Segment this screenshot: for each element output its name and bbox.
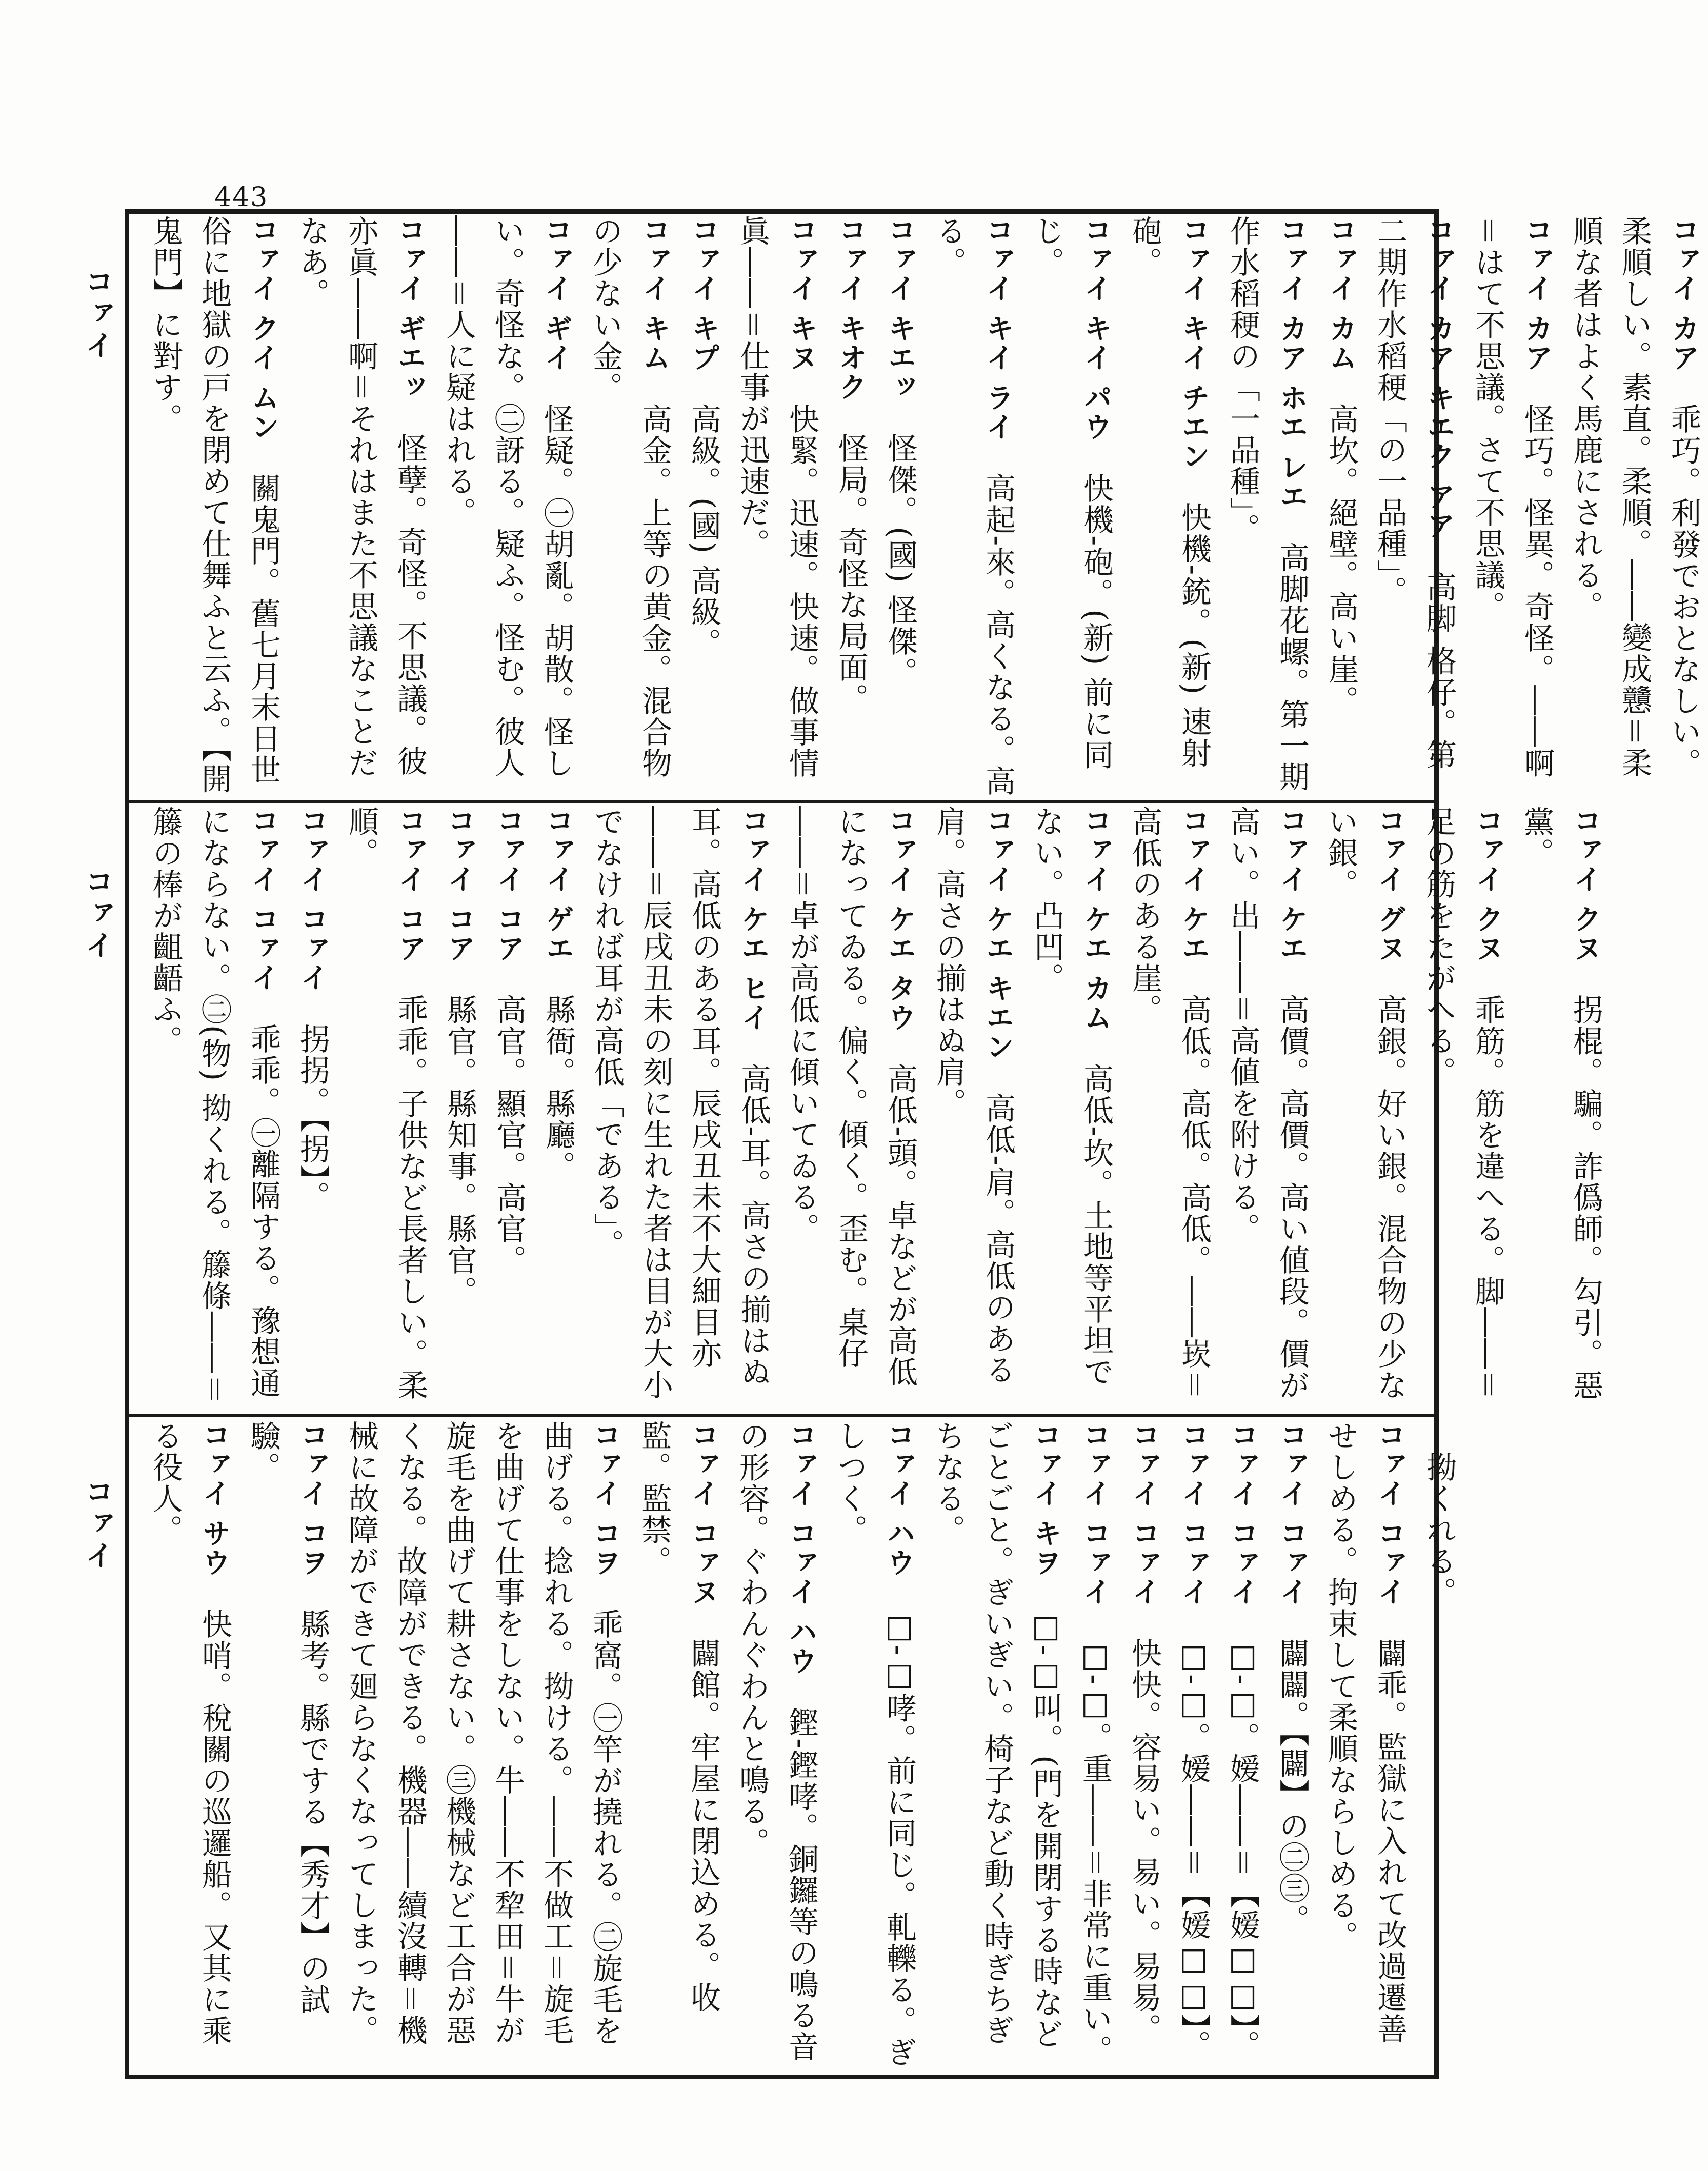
entry-definition: 闢闢。【闢】の㊁㊂。 bbox=[1274, 1638, 1310, 1936]
section-label: コァイ bbox=[81, 867, 114, 962]
section-label: コァイ bbox=[81, 267, 114, 362]
entry-definition: □-□。嫒――＝【嫒□□】。 bbox=[1225, 1638, 1260, 2061]
page-number: 443 bbox=[214, 182, 269, 213]
entry-definition: 快快。容易い。易い。易易。 bbox=[1127, 1638, 1162, 2045]
entry-headword: コァイ コァヌ bbox=[687, 1420, 719, 1607]
dictionary-entry bbox=[1120, 215, 1218, 797]
entry-definition: 拐拐。【拐】。 bbox=[295, 1023, 330, 1213]
dictionary-entry bbox=[288, 806, 337, 1411]
dictionary-entry bbox=[925, 215, 1022, 797]
dictionary-entry bbox=[1463, 215, 1561, 797]
entry-definition: 高官。顯官。高官。 bbox=[491, 994, 527, 1276]
entry-headword: コァイ カア キエク アア bbox=[1422, 215, 1455, 540]
entry-definition: 關鬼門。舊七月末日世俗に地獄の戸を閉めて仕舞ふと云ふ。【開鬼門】に對す。 bbox=[148, 215, 281, 795]
dictionary-entry bbox=[1169, 1420, 1218, 2074]
entry-definition: 高坎。絕壁。高い崖。 bbox=[1323, 404, 1359, 717]
entry-headword: コァイ ギイ bbox=[540, 215, 573, 373]
entry-headword: コァイ ケエ カム bbox=[1079, 806, 1112, 1033]
dictionary-entry bbox=[1316, 215, 1365, 797]
entry-headword: コァイ ケエ ヒイ bbox=[737, 806, 770, 1033]
entry-headword: コァイ コァイ bbox=[1226, 1420, 1259, 1607]
dictionary-entry bbox=[630, 1420, 728, 2074]
entry-headword: コァイ カア bbox=[1520, 215, 1553, 373]
entry-definition: 高級。(國) 高級。 bbox=[686, 404, 721, 659]
dictionary-entry bbox=[1022, 215, 1120, 797]
entry-definition: 快哨。稅關の巡邏船。又其に乘る役人。 bbox=[148, 1420, 232, 2047]
entry-definition: 高價。高價。高い値段。價が高い。出――＝高値を附ける。 bbox=[1225, 806, 1310, 1401]
entry-definition: 拐棍。騙。詐僞師。勾引。惡黨。 bbox=[1519, 806, 1603, 1401]
entry-headword: コァイ コァイ bbox=[296, 806, 329, 993]
entry-headword: コァイ キム bbox=[638, 215, 671, 373]
section-divider bbox=[125, 1414, 1439, 1417]
entry-headword: コァイ ケエ bbox=[1275, 806, 1308, 963]
entry-headword: コァイ クヌ bbox=[1569, 806, 1602, 963]
entry-definition: 縣考。縣でする【秀才】の試驗。 bbox=[246, 1420, 330, 2016]
entry-headword: コァイ キヌ bbox=[785, 215, 818, 373]
dictionary-entry bbox=[141, 215, 288, 797]
entry-headword: コァイ コア bbox=[394, 806, 427, 963]
dictionary-entry bbox=[728, 1420, 826, 2074]
entry-definition: □-□。嫒――＝【嫒□□】。 bbox=[1176, 1638, 1211, 2061]
entry-headword: コァイ ハウ bbox=[882, 1420, 915, 1578]
entry-headword: コァイ キエッ bbox=[883, 215, 916, 402]
entry-definition: 高低-坎。土地等平坦でない。凸凹。 bbox=[1029, 806, 1114, 1388]
entry-definition: 高金。上等の黄金。混合物の少ない金。 bbox=[588, 215, 672, 779]
entry-headword: コァイ カア bbox=[1667, 215, 1700, 373]
entry-definition: □-□叫。(門を開閉する時などごとごと。ぎいぎい。椅子など動く時ぎちぎちなる。 bbox=[930, 1420, 1063, 2050]
dictionary-entry bbox=[1365, 215, 1463, 797]
entry-headword: コァイ コァイ bbox=[1177, 1420, 1210, 1607]
entry-headword: コァイ ケエ タウ bbox=[883, 806, 916, 1033]
entry-headword: コァイ カア ホエ レエ bbox=[1275, 215, 1308, 511]
entry-definition: 快緊。迅速。快速。做事情眞――＝仕事が迅速だ。 bbox=[735, 215, 819, 779]
entry-definition: 高低-肩。高低のある肩。高さの揃はぬ肩。 bbox=[931, 806, 1016, 1386]
dictionary-entry bbox=[826, 1420, 923, 2074]
entry-headword: コァイ ゲエ bbox=[541, 806, 574, 963]
dictionary-entry bbox=[875, 215, 925, 797]
entry-headword: コァイ キオク bbox=[834, 215, 867, 402]
entry-definition: 高脚花螺。第一期作水稻稉の「一品種」。 bbox=[1225, 215, 1310, 793]
dictionary-entry bbox=[1414, 1420, 1463, 2074]
entry-definition: 快機-砲。(新) 前に同じ。 bbox=[1029, 215, 1114, 771]
dictionary-section bbox=[141, 806, 1603, 1411]
entry-headword: コァイ キイ パウ bbox=[1079, 215, 1112, 442]
entry-definition: 怪傑。(國) 怪傑。 bbox=[882, 433, 918, 688]
dictionary-entry bbox=[778, 806, 925, 1411]
dictionary-entry bbox=[533, 806, 582, 1411]
section-label: コァイ bbox=[81, 1477, 114, 1572]
entry-definition: 乖巧。利發でおとなしい。柔順しい。素直。柔順。――變成戇＝柔順な者はよく馬鹿にされる。 bbox=[1568, 215, 1701, 779]
entry-definition: 乖乖。㊀離隔する。豫想通にならない。㊁(物) 拗くれる。籐條――＝籐の棒が齟齬ふ。 bbox=[148, 806, 281, 1405]
dictionary-entry bbox=[728, 215, 826, 797]
dictionary-section bbox=[141, 215, 1701, 797]
entry-list bbox=[141, 215, 1708, 797]
dictionary-entry bbox=[923, 1420, 1070, 2074]
entry-definition: 乖窩。㊀竿が撓れる。㊁旋毛を曲げる。捻れる。拗ける。――不做工＝旋毛を曲げて仕事をしない。牛――不犂田＝牛が旋毛を曲げて耕さない。㊂機械など工合が惡くなる。故障ができる。機器――續沒轉＝機械に故障ができて廻らなくなってしまった。 bbox=[344, 1420, 623, 2047]
dictionary-entry bbox=[1316, 1420, 1414, 2074]
entry-headword: コァイ クイ ムン bbox=[247, 215, 279, 442]
dictionary-entry bbox=[1119, 1420, 1169, 2074]
entry-headword: コァイ コア bbox=[443, 806, 476, 963]
dictionary-entry bbox=[1218, 806, 1316, 1411]
entry-headword: コァイ コヲ bbox=[589, 1420, 621, 1578]
entry-list bbox=[141, 806, 1610, 1411]
entry-headword: コァイ キイ ライ bbox=[981, 215, 1014, 442]
entry-definition: 怪疑。㊀胡亂。胡散。怪しい。奇怪な。㊁訝る。疑ふ。怪む。彼人――＝人に疑はれる。 bbox=[441, 215, 574, 779]
dictionary-entry bbox=[141, 1420, 239, 2074]
entry-definition: 闢館。牢屋に閉込める。收監。監禁。 bbox=[636, 1420, 721, 2014]
dictionary-entry bbox=[288, 215, 434, 797]
entry-headword: コァイ カム bbox=[1324, 215, 1357, 373]
entry-headword: コァイ クヌ bbox=[1471, 806, 1504, 963]
entry-list bbox=[141, 1420, 1463, 2074]
dictionary-entry bbox=[1218, 1420, 1267, 2074]
dictionary-entry bbox=[337, 1420, 630, 2074]
dictionary-entry bbox=[1267, 1420, 1316, 2074]
entry-headword: コァイ コヲ bbox=[296, 1420, 329, 1578]
entry-headword: コァイ サウ bbox=[198, 1420, 231, 1578]
dictionary-entry bbox=[1120, 806, 1218, 1411]
dictionary-entry bbox=[581, 215, 679, 797]
entry-headword: コァイ ギエッ bbox=[393, 215, 426, 402]
entry-definition: □-□哮。前に同じ。軋轢る。ぎしつく。 bbox=[832, 1420, 917, 2068]
entry-definition: 高銀。好い銀。混合物の少ない銀。 bbox=[1323, 806, 1408, 1401]
entry-definition: 縣衙。縣廳。 bbox=[540, 994, 576, 1182]
entry-headword: コァイ コァイ ハウ bbox=[785, 1420, 817, 1676]
entry-headword: コァイ コァイ bbox=[1373, 1420, 1406, 1607]
entry-definition: 乖乖。子供など長者しい。柔順。 bbox=[344, 806, 428, 1401]
entry-headword: コァイ コア bbox=[492, 806, 525, 963]
entry-definition: 高低-耳。高さの揃はぬ耳。高低のある耳。辰戌丑未不大細目亦――＝辰戌丑未の刻に生れた者は目が大小でなければ耳が高低「である」。 bbox=[589, 806, 771, 1400]
entry-headword: コァイ キイ チエン bbox=[1177, 215, 1210, 471]
entry-definition: 闢乖。監獄に入れて改過遷善せしめる。拘束して柔順ならしめる。 bbox=[1323, 1420, 1408, 2045]
entry-headword: コァイ キヲ bbox=[1029, 1420, 1062, 1578]
dictionary-entry bbox=[1561, 215, 1708, 797]
dictionary-entry bbox=[435, 806, 484, 1411]
dictionary-entry bbox=[582, 806, 778, 1411]
dictionary-entry bbox=[826, 215, 875, 797]
entry-definition: 拗くれる。 bbox=[1421, 1452, 1457, 1608]
entry-definition: 快機-銃。(新) 速射砲。 bbox=[1127, 215, 1212, 769]
entry-headword: コァイ コァイ bbox=[1078, 1420, 1111, 1607]
dictionary-entry bbox=[1070, 1420, 1119, 2074]
dictionary-entry bbox=[925, 806, 1022, 1411]
entry-definition: 鏗-鏗哮。銅鑼等の鳴る音の形容。ぐわんぐわんと鳴る。 bbox=[734, 1420, 819, 2063]
entry-headword: コァイ コァイ bbox=[247, 806, 279, 993]
entry-definition: 高低-頭。卓などが高低になってゐる。偏く。傾く。歪む。桌仔――＝卓が高低に傾いてゐる。 bbox=[785, 806, 918, 1388]
dictionary-entry bbox=[1022, 806, 1120, 1411]
dictionary-entry bbox=[239, 1420, 337, 2074]
dictionary-section bbox=[141, 1420, 1457, 2074]
entry-headword: コァイ グヌ bbox=[1373, 806, 1406, 963]
dictionary-entry bbox=[679, 215, 728, 797]
entry-definition: 高脚-格仔。第二期作水稻稉「の一品種」。 bbox=[1372, 215, 1457, 771]
dictionary-entry bbox=[141, 806, 288, 1411]
entry-headword: コァイ ケエ キエン bbox=[981, 806, 1014, 1062]
section-divider bbox=[125, 800, 1439, 803]
entry-definition: □-□。重――＝非常に重い。 bbox=[1077, 1638, 1113, 2066]
entry-headword: コァイ コァイ bbox=[1275, 1420, 1308, 1607]
entry-headword: コァイ コァイ bbox=[1128, 1420, 1160, 1607]
entry-definition: 怪孽。奇怪。不思議。彼亦眞――啊＝それはまた不思議なことだなあ。 bbox=[294, 215, 428, 778]
dictionary-entry bbox=[1414, 806, 1512, 1411]
dictionary-entry bbox=[1512, 806, 1610, 1411]
dictionary-entry bbox=[484, 806, 533, 1411]
entry-definition: 怪局。奇怪な局面。 bbox=[833, 433, 869, 715]
dictionary-entry bbox=[434, 215, 581, 797]
dictionary-entry bbox=[1218, 215, 1316, 797]
dictionary-entry bbox=[337, 806, 435, 1411]
entry-headword: コァイ ケエ bbox=[1177, 806, 1210, 963]
entry-definition: 怪巧。怪異。奇怪。――啊＝はて不思議。さて不思議。 bbox=[1470, 215, 1555, 779]
entry-definition: 縣官。縣知事。縣官。 bbox=[442, 994, 477, 1308]
entry-definition: 高低。高低。高低。――崁＝高低のある崖。 bbox=[1127, 806, 1212, 1401]
entry-definition: 乖筋。筋を違へる。脚――＝足の筋をたがへる。 bbox=[1421, 806, 1505, 1401]
dictionary-entry bbox=[1316, 806, 1414, 1411]
entry-definition: 高起-來。高くなる。高る。 bbox=[931, 215, 1016, 797]
entry-headword: コァイ キプ bbox=[687, 215, 720, 373]
